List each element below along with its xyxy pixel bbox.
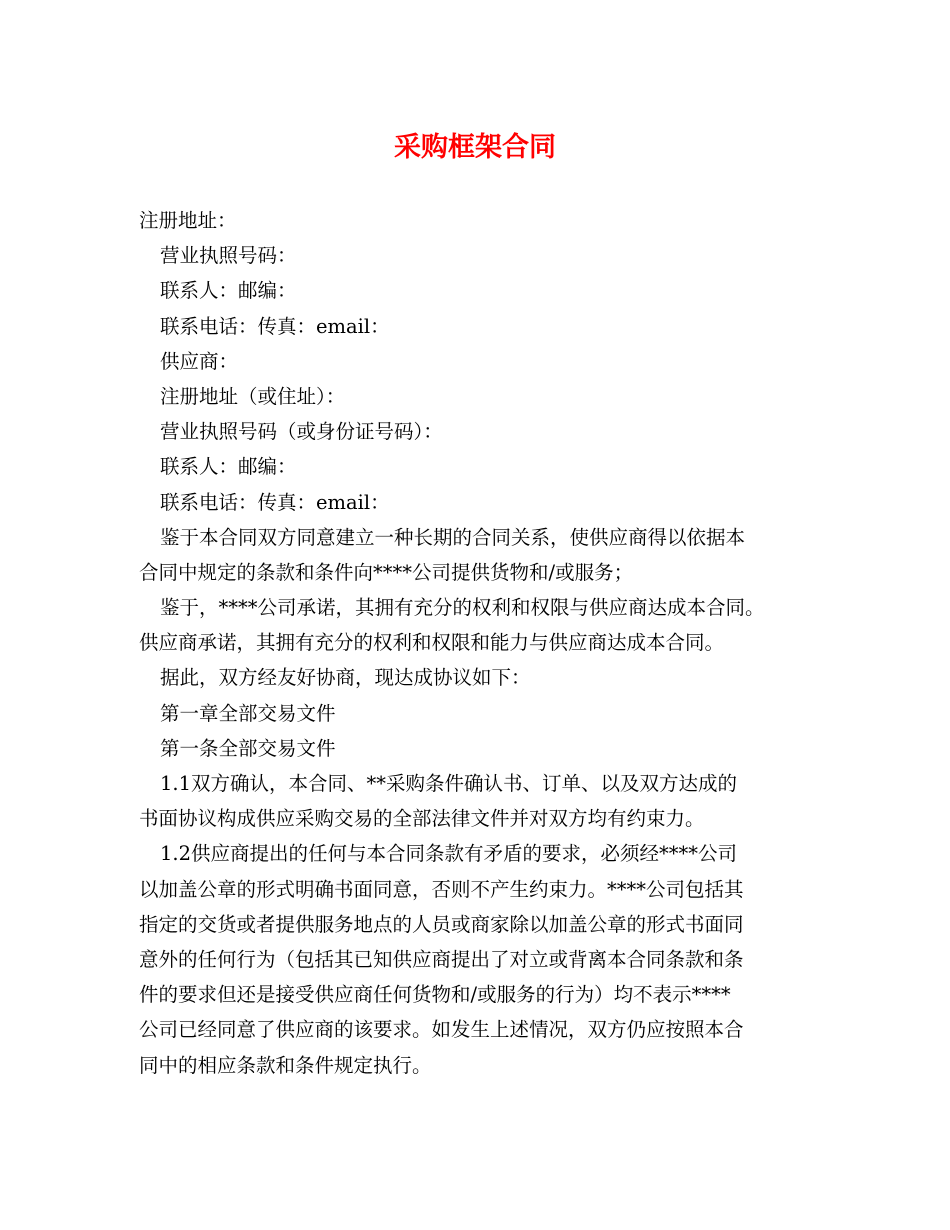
text-line: 联系人：邮编： — [160, 279, 297, 303]
text-line: 联系人：邮编： — [160, 455, 297, 479]
text-line: 1.1双方确认，本合同、**采购条件确认书、订单、以及双方达成的 — [160, 772, 738, 795]
text-line: 营业执照号码（或身份证号码）： — [160, 420, 443, 444]
text-line: 件的要求但还是接受供应商任何货物和/或服务的行为）均不表示**** — [139, 983, 731, 1007]
document-body — [139, 203, 829, 1083]
text-line: 据此，双方经友好协商，现达成协议如下： — [160, 666, 531, 690]
text-line: 指定的交货或者提供服务地点的人员或商家除以加盖公章的形式书面同 — [139, 912, 744, 936]
text-line: 以加盖公章的形式明确书面同意，否则不产生约束力。****公司包括其 — [139, 877, 744, 901]
text-line: 注册地址（或住址）： — [160, 384, 346, 408]
text-line: 同中的相应条款和条件规定执行。 — [139, 1053, 432, 1077]
text-line: 意外的任何行为（包括其已知供应商提出了对立或背离本合同条款和条 — [139, 947, 744, 971]
text-line: 鉴于本合同双方同意建立一种长期的合同关系，使供应商得以依据本 — [160, 525, 746, 549]
text-line: 供应商： — [160, 349, 239, 373]
text-line: 注册地址： — [139, 209, 237, 232]
text-line: 第一章全部交易文件 — [160, 701, 336, 725]
text-line: 公司已经同意了供应商的该要求。如发生上述情况，双方仍应按照本合 — [139, 1018, 744, 1042]
document-title: 采购框架合同 — [394, 132, 556, 163]
text-line: 书面协议构成供应采购交易的全部法律文件并对双方均有约束力。 — [139, 807, 705, 831]
text-line: 合同中规定的条款和条件向****公司提供货物和/或服务； — [139, 560, 634, 584]
text-line: 第一条全部交易文件 — [160, 736, 336, 760]
text-line: 鉴于，****公司承诺，其拥有充分的权利和权限与供应商达成本合同。 — [160, 596, 765, 620]
text-line: 1.2供应商提出的任何与本合同条款有矛盾的要求，必须经****公司 — [160, 842, 738, 866]
text-line: 联系电话：传真：email： — [160, 490, 390, 514]
text-line: 联系电话：传真：email： — [160, 314, 390, 338]
text-line: 供应商承诺，其拥有充分的权利和权限和能力与供应商达成本合同。 — [139, 631, 725, 655]
text-line: 营业执照号码： — [160, 244, 297, 268]
